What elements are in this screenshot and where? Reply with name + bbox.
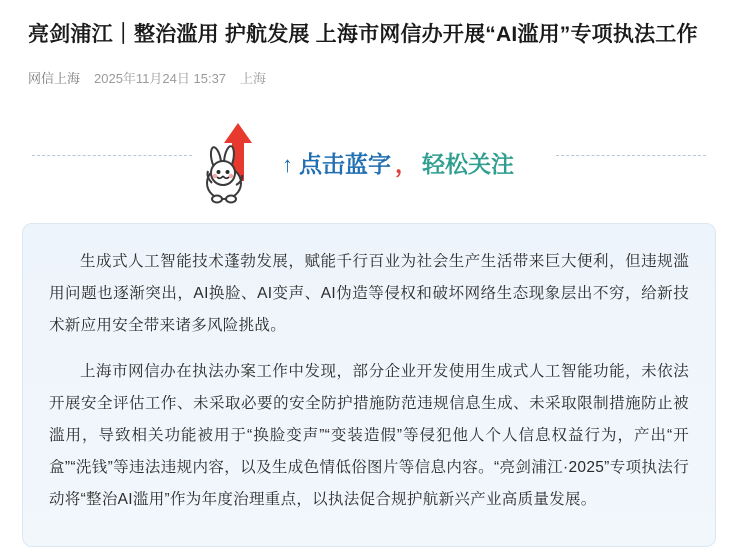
banner-divider-left bbox=[32, 155, 192, 156]
follow-text-green: 轻松关注 bbox=[422, 150, 514, 177]
meta-location: 上海 bbox=[240, 71, 267, 86]
paragraph-1: 生成式人工智能技术蓬勃发展，赋能千行百业为社会生产生活带来巨大便利，但违规滥用问题也逐渐突出，AI换脸、AI变声、AI伪造等侵权和破坏网络生态现象层出不穷，给新技术新应用安全带来诸多风险挑战。 bbox=[49, 253, 689, 334]
follow-text-blue: 点击蓝字 bbox=[299, 150, 391, 177]
arrow-up-icon: ↑ bbox=[282, 151, 293, 177]
banner-divider-right bbox=[556, 155, 706, 156]
follow-text-comma: ， bbox=[395, 150, 418, 177]
paragraph-2: 上海市网信办在执法办案工作中发现，部分企业开发使用生成式人工智能功能，未依法开展安全评估工作、未采取必要的安全防护措施防范违规信息生成、未采取限制措施防止被滥用，导致相关功能被用于“换脸变声”“变装造假”等侵犯他人个人信息权益行为，产出“开盒”“洗钱”等违法违规内容，以及生成色情低俗图片等信息内容。“亮剑浦江·2025”专项执法行动将“整治AI滥用”作为年度治理重点，以执法促合规护航新兴产业高质量发展。 bbox=[49, 363, 689, 508]
meta-source: 网信上海 bbox=[28, 71, 81, 86]
page-title: 亮剑浦江｜整治滥用 护航发展 上海市网信办开展“AI滥用”专项执法工作 bbox=[28, 23, 698, 46]
rabbit-mascot-icon bbox=[198, 119, 272, 205]
banner-content bbox=[198, 119, 514, 205]
meta-date: 2025年11月24日 15:37 bbox=[94, 71, 227, 86]
article-body bbox=[22, 223, 716, 547]
follow-text[interactable] bbox=[282, 146, 514, 179]
article-meta bbox=[0, 52, 738, 87]
follow-banner bbox=[28, 119, 710, 211]
